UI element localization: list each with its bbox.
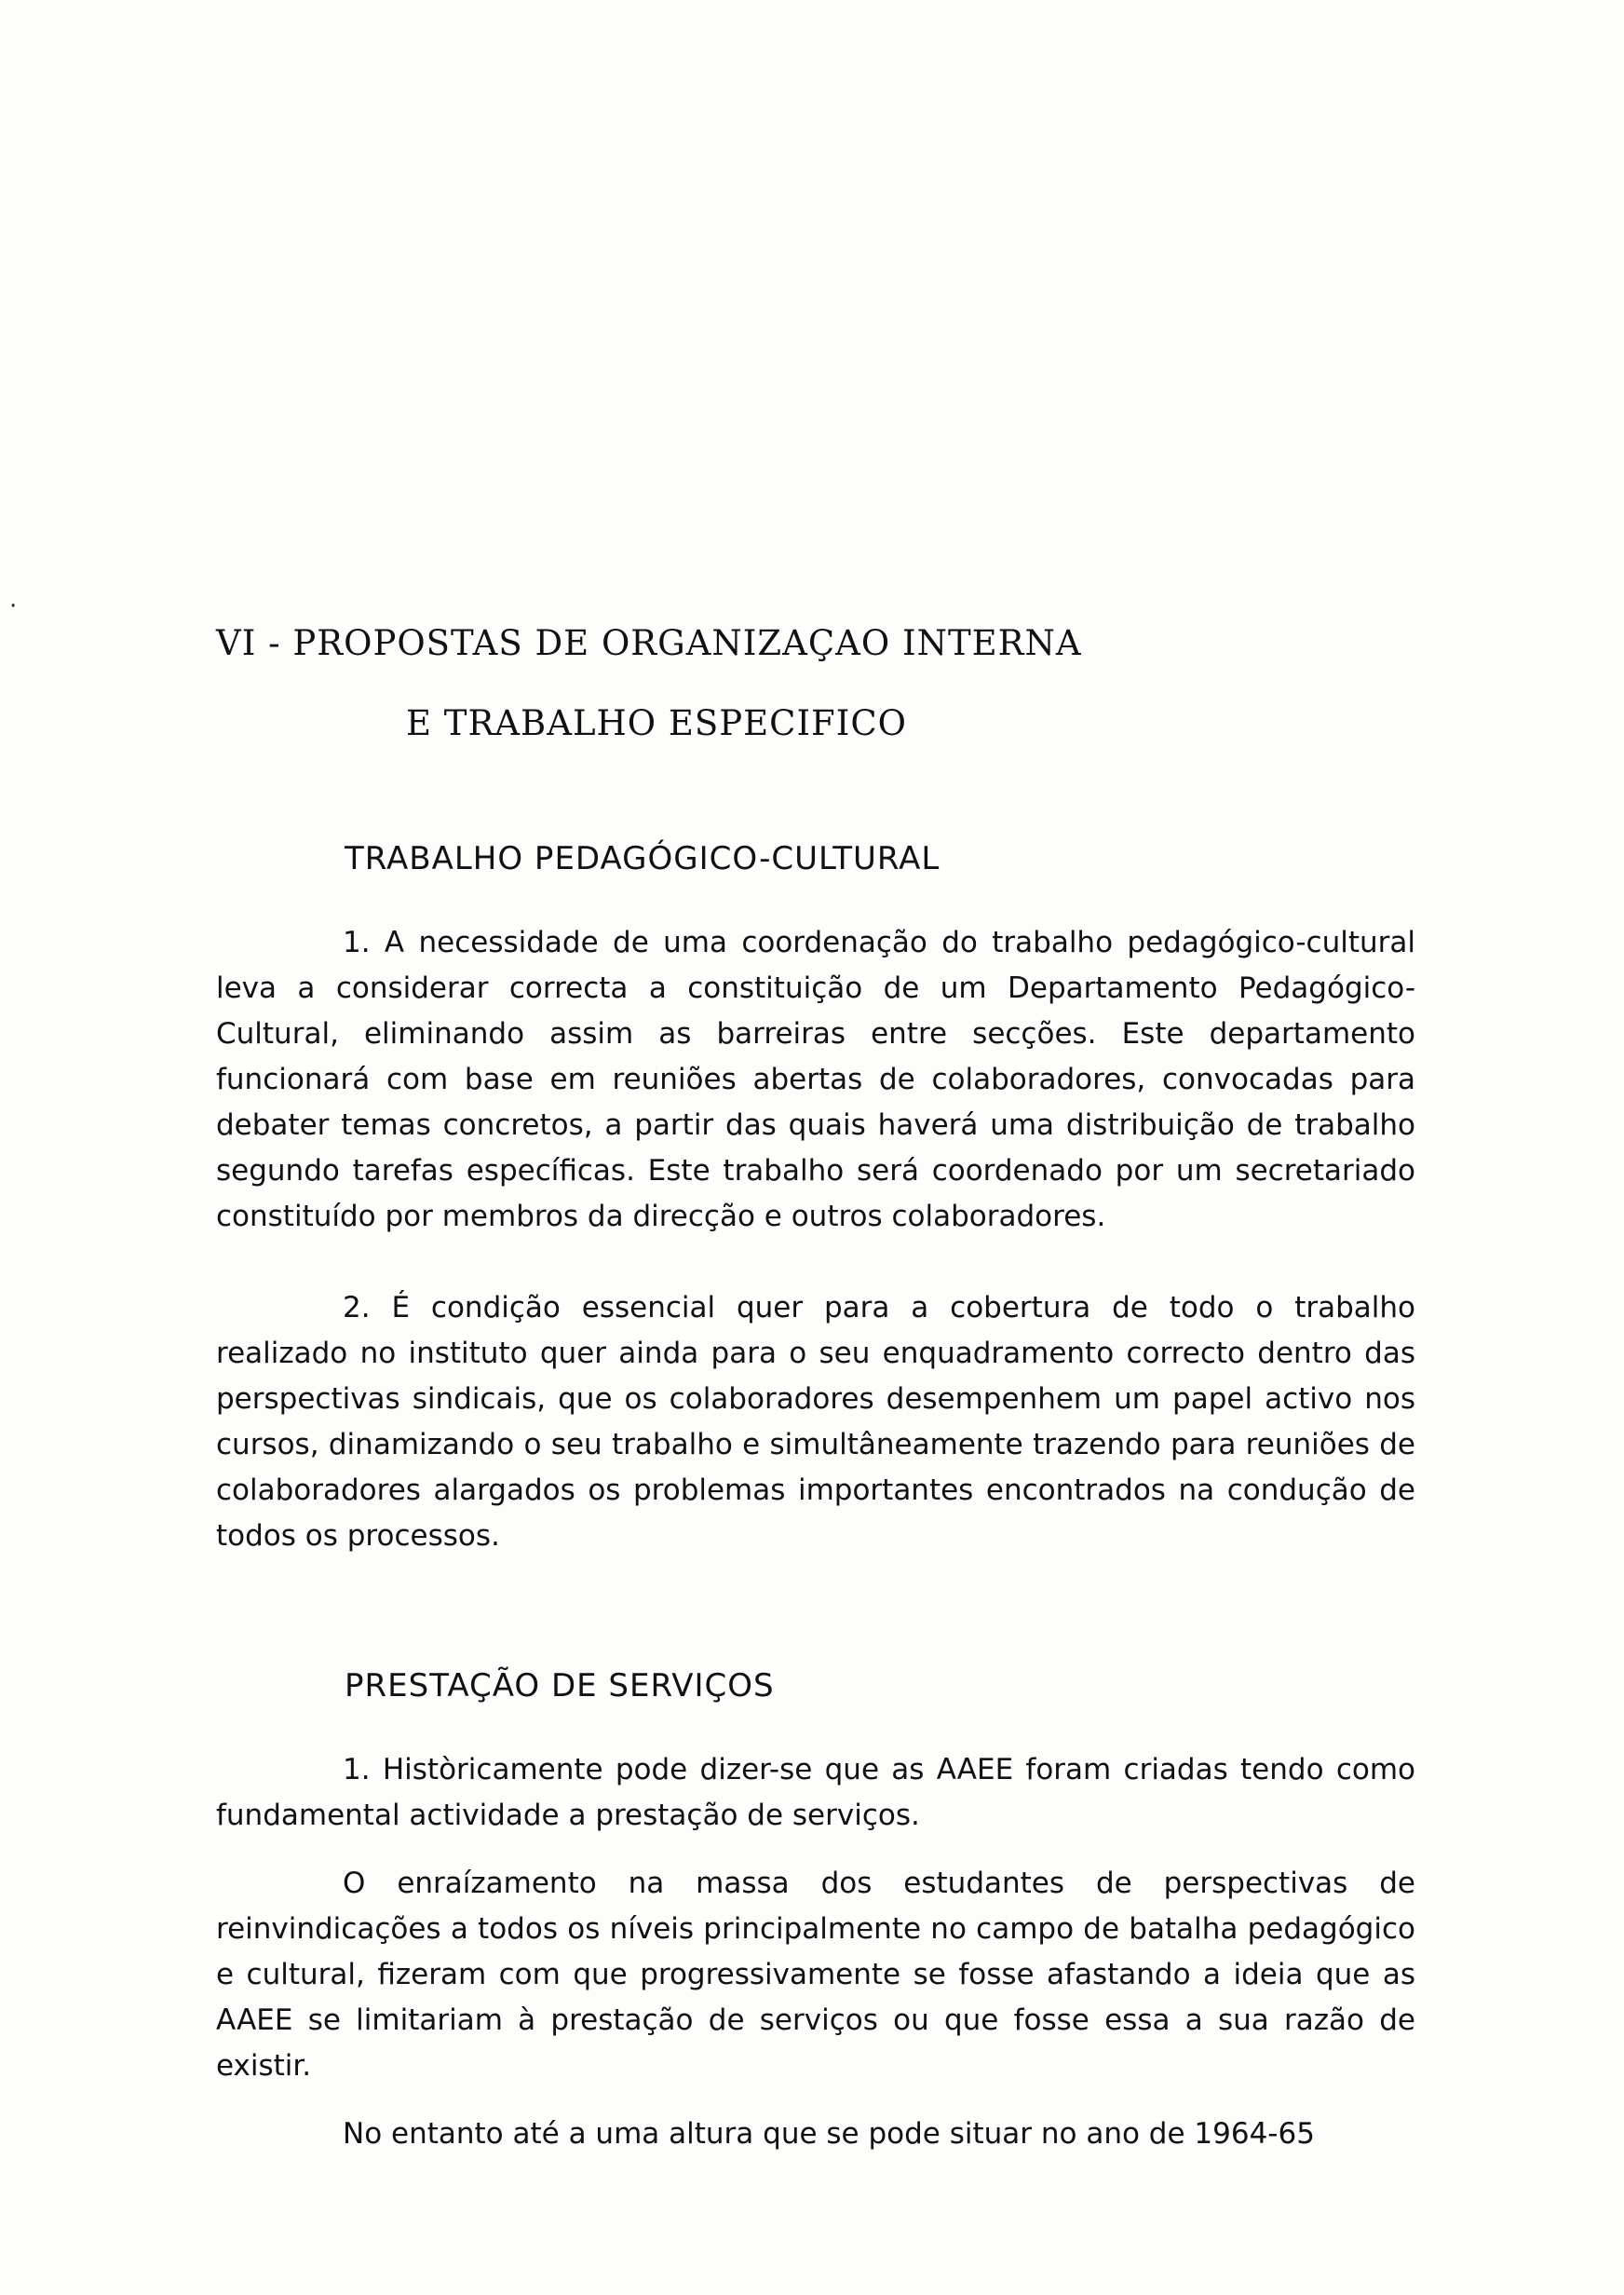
section-heading-prestacao-servicos: PRESTAÇÃO DE SERVIÇOS xyxy=(345,1667,775,1704)
chapter-title-line-2: E TRABALHO ESPECIFICO xyxy=(406,703,907,743)
chapter-title xyxy=(216,604,1082,764)
paragraph: 1. A necessidade de uma coordenação do trabalho pedagógico-cultural leva a considerar correcta a constituição de um Departamento Pedagógico-Cultural, eliminando assim as barreiras entre secções. Este departamento funcionará com base em reuniões abertas de colaboradores, convocadas para debater temas concretos, a partir das quais haverá uma distribuição de trabalho segundo tarefas específicas. Este trabalho será coordenado por um secretariado constituído por membros da direcção e outros colaboradores. xyxy=(216,926,1415,1233)
paragraph: O enraízamento na massa dos estudantes de perspectivas de reinvindicações a todos os níveis principalmente no campo de batalha pedagógico e cultural, fizeram com que progressivamente se fosse afastando a ideia que as AAEE se limitariam à prestação de serviços ou que fosse essa a sua razão de existir. xyxy=(216,1867,1415,2083)
paragraph: No entanto até a uma altura que se pode situar no ano de 1964-65 xyxy=(343,2117,1315,2151)
section-heading-pedagogico-cultural: TRABALHO PEDAGÓGICO-CULTURAL xyxy=(345,840,941,877)
chapter-title-line-1: VI - PROPOSTAS DE ORGANIZAÇAO INTERNA xyxy=(216,623,1082,663)
section-body-prestacao-servicos xyxy=(216,1747,1415,2157)
paragraph: 2. É condição essencial quer para a cobertura de todo o trabalho realizado no instituto quer ainda para o seu enquadramento correcto dentro das perspectivas sindicais, que os colaboradores desempenhem um papel activo nos cursos, dinamizando o seu trabalho e simultâneamente trazendo para reuniões de colaboradores alargados os problemas importantes encontrados na condução de todos os processos. xyxy=(216,1291,1415,1553)
section-body-pedagogico-cultural xyxy=(216,920,1415,1559)
paragraph: 1. Històricamente pode dizer-se que as AAEE foram criadas tendo como fundamental actividade a prestação de serviços. xyxy=(216,1753,1415,1832)
scan-speck-mark: · xyxy=(9,592,18,620)
